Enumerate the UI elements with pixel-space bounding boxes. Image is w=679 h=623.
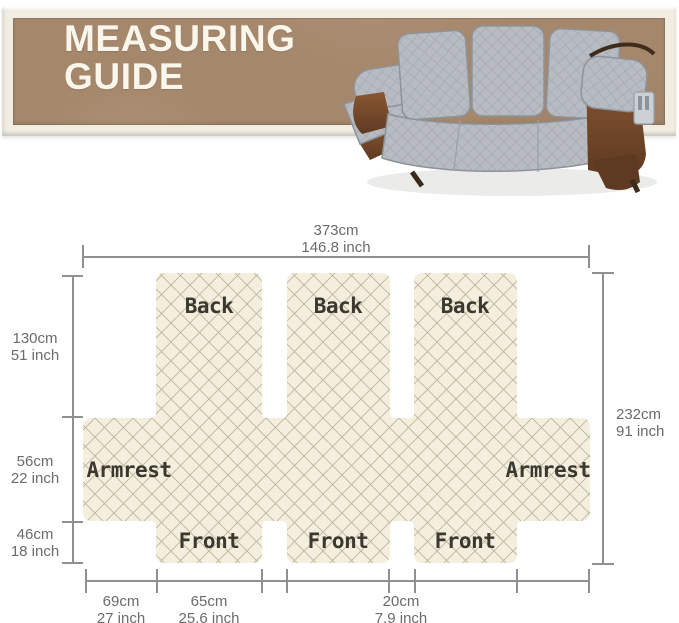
measure-front-height-cm: 46cm	[16, 526, 54, 543]
back-panel-label-1: Back	[184, 294, 234, 318]
front-panel-label-2: Front	[307, 529, 369, 553]
measure-right-line	[602, 273, 604, 565]
measure-front-height-inch: 18 inch	[10, 543, 60, 560]
measure-bottom-tick-8	[588, 569, 590, 593]
armrest-label-left: Armrest	[86, 458, 172, 482]
armrest-label-right: Armrest	[505, 458, 591, 482]
measure-armrest-height-inch: 22 inch	[10, 470, 60, 487]
back-panel-label-3: Back	[440, 294, 490, 318]
measure-left-tick-1	[62, 416, 83, 418]
front-panel-label-1: Front	[178, 529, 240, 553]
measure-left-tick-2	[62, 521, 83, 523]
measure-bottom-tick-7	[516, 569, 518, 593]
measure-bottom-tick-1	[85, 569, 87, 593]
page-title-line2: GUIDE	[64, 56, 185, 97]
measure-bottom-tick-6	[414, 569, 416, 593]
measure-total-height-label	[616, 406, 676, 440]
measure-seat-width-cm: 65cm	[190, 593, 228, 610]
measure-right-cap-top	[592, 272, 614, 274]
measure-top-tick-right	[588, 245, 590, 268]
measure-seat-width-label	[169, 593, 249, 623]
measure-front-height-label	[4, 526, 66, 560]
measure-armrest-height-cm: 56cm	[16, 453, 54, 470]
measure-armrest-width-inch: 27 inch	[96, 610, 146, 623]
measure-left-cap-top	[62, 275, 83, 277]
measure-total-height-cm: 232cm	[616, 406, 662, 423]
measure-armrest-height-label	[4, 453, 66, 487]
measure-top-cm: 373cm	[313, 222, 359, 239]
measure-back-height-cm: 130cm	[12, 330, 58, 347]
measure-bottom-tick-3	[261, 569, 263, 593]
measure-bottom-tick-2	[156, 569, 158, 593]
measure-gap-width-label	[361, 593, 441, 623]
measure-bottom-line	[85, 580, 590, 582]
measure-gap-width-cm: 20cm	[382, 593, 420, 610]
measure-total-height-inch: 91 inch	[616, 423, 665, 440]
measure-top-tick-left	[82, 245, 84, 268]
back-panel-label-2: Back	[313, 294, 363, 318]
measure-top-line	[82, 256, 590, 258]
front-panel-label-3: Front	[434, 529, 496, 553]
measure-back-height-inch: 51 inch	[10, 347, 60, 364]
measure-right-cap-bottom	[592, 563, 614, 565]
measure-back-height-label	[4, 330, 66, 364]
measure-top-inch: 146.8 inch	[301, 239, 371, 256]
measure-bottom-tick-4	[286, 569, 288, 593]
measure-left-cap-bottom	[62, 562, 83, 564]
page-title-line1: MEASURING	[64, 18, 296, 59]
measure-seat-width-inch: 25.6 inch	[178, 610, 240, 623]
measure-top-label	[276, 222, 396, 256]
measure-bottom-tick-5	[388, 569, 390, 593]
measure-gap-width-inch: 7.9 inch	[374, 610, 428, 623]
measure-armrest-width-cm: 69cm	[102, 593, 140, 610]
measure-armrest-width-label	[86, 593, 156, 623]
